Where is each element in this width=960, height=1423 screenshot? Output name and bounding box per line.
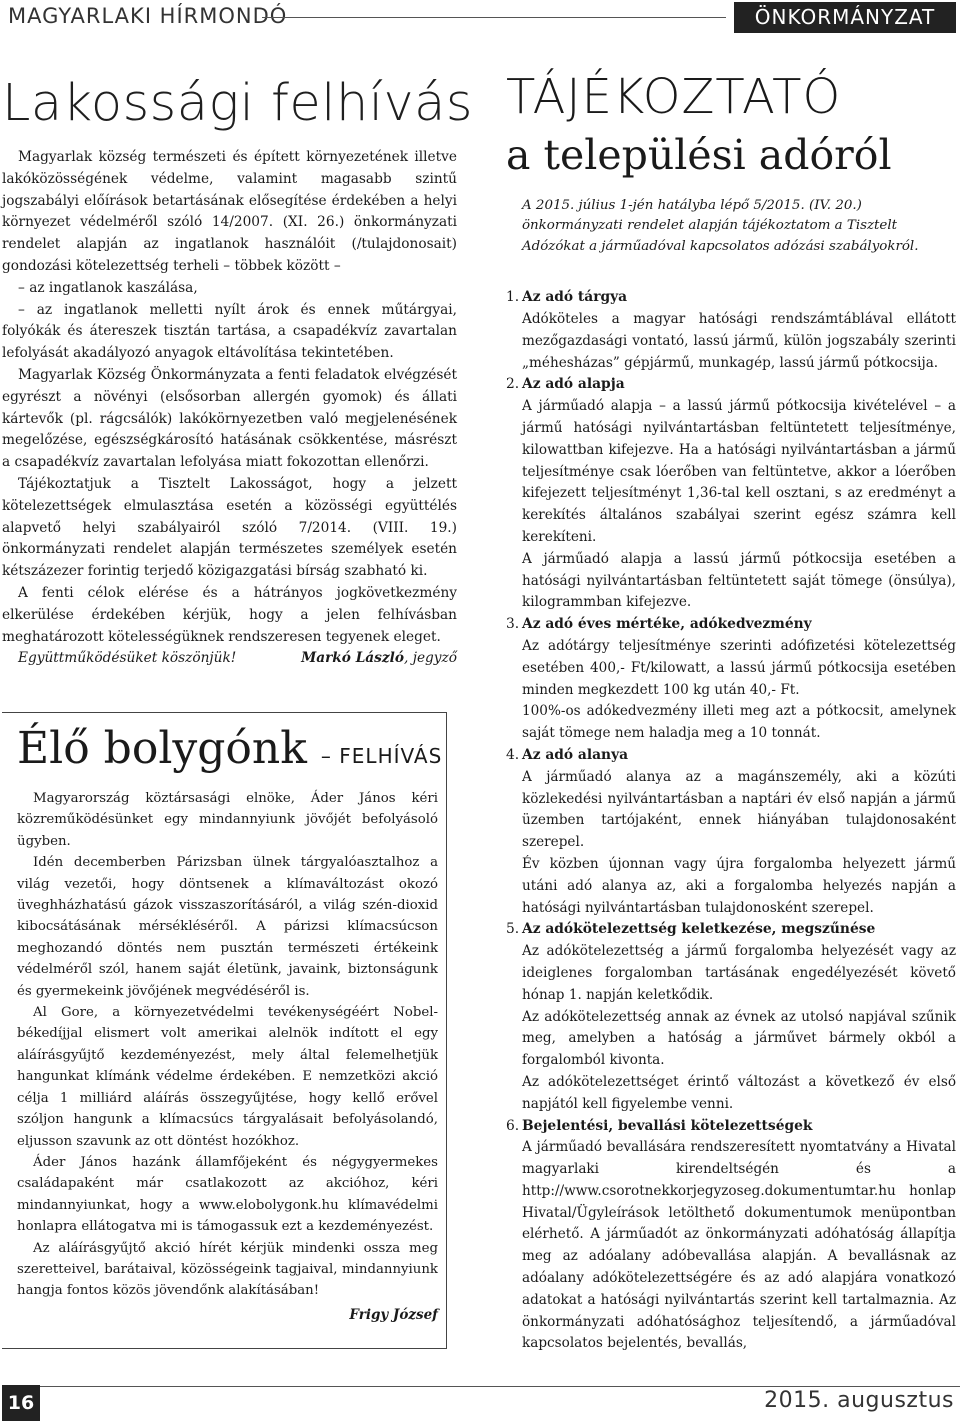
left-column xyxy=(2,52,473,670)
paragraph: Az adókötelezettség a jármű forgalomba helyezését vagy az ideiglenes forgalomban tartásának engedélyezését követő hónap 1. napján keletkődik. xyxy=(522,943,956,1003)
box-title xyxy=(17,723,443,774)
paragraph: A járműadó alapja a lassú jármű pótkocsija esetében a hatósági nyilvántartásban feltüntetett saját tömege (önsúlya), kilogrammban kifejezve. xyxy=(522,550,956,611)
section-heading xyxy=(506,1116,956,1138)
signature-row xyxy=(2,648,457,670)
signature xyxy=(301,648,457,670)
signature-name: Markó László xyxy=(301,650,404,667)
section-title: Az adó alapja xyxy=(522,376,625,393)
paragraph: Magyarország köztársasági elnöke, Áder János kéri közreműködésünket egy mindannyiunk jövőjét befolyásoló ügyben. xyxy=(17,791,438,849)
page-header xyxy=(0,0,960,36)
section-title: Az adó éves mértéke, adókedvezmény xyxy=(522,616,812,633)
issue-date: 2015. augusztus xyxy=(764,1388,954,1413)
paragraph: Idén decemberben Párizsban ülnek tárgyalóasztalhoz a világ vezetői, hogy döntsenek a klímaváltozást okozó üveghházhatású gázok visszaszorításáról, a világ szén-dioxid kibocsátásának mérsékléséről. A párizsi klímacsúcson meghozandó döntés nem pusztán természeti értékeink védelméről szól, hanem saját életünk, javaink, biztonságunk és gyermekeink jövőjének megvédéséről is. xyxy=(17,855,438,999)
page-number: 16 xyxy=(2,1385,40,1421)
paragraph: Al Gore, a környezetvédelmi tevékenységéért Nobel-békedíjjal elismert volt amerikai alelnök indított el egy aláírásgyűjtő kezdeményezést, mely által felemelhetjük hangunkat klímánk védelme érdekében. E nemzetközi akció célja 1 milliárd aláírás összegyűjtése, hogy kellő erővel szóljon hangunk a klímacsúcs tárgyalásait befolyásolandó, eljusson szavunk az ott döntést hozókhoz. xyxy=(17,1005,438,1149)
list-item: – az ingatlanok melletti nyílt árok és ennek műtárgyai, folyókák és átereszek tisztán tartása, a csapadékvíz zavartalan lefolyását akadályozó anyagok eltávolítása tekintetében. xyxy=(2,301,457,362)
elo-bolygonk-box xyxy=(2,712,447,1349)
paragraph: Magyarlak Község Önkormányzata a fenti feladatok elvégzését egyrészt a növényi (elsősorban allergén gyomok) és állati kártevők (pl. rágcsálók) lakókörnyezetben való megjelenésének megelőzése, egészségkárosító hatásának csökkentése, másrészt a csapadékvíz zavartalan lefolyása miatt fokozottan ellenőrzi. xyxy=(2,366,457,471)
section-title: Az adó alanya xyxy=(522,746,629,763)
section-label: ÖNKORMÁNYZAT xyxy=(734,2,956,33)
paragraph: 100%-os adókedvezmény illeti meg azt a pótkocsit, amelynek saját tömege nem haladja meg a 10 tonnát. xyxy=(522,703,956,742)
paragraph: A járműadó alapja – a lassú jármű pótkocsija kivételével – a jármű hatósági nyilvántartásban feltüntetett teljesítménye, kilowattban kifejezve. Ha a hatósági nyilvántartásban a jármű teljesítménye csak lóerőben van feltüntetve, akkor a lóerőben kifejezett teljesítményt 1,36-tal kell osztani, s az eredményt a kerekítés általános szabályai szerint egész számra kell kerekíteni. xyxy=(522,398,956,545)
section-6 xyxy=(506,1116,956,1356)
section-heading xyxy=(506,614,956,636)
section-5 xyxy=(506,919,956,1115)
footer-rule xyxy=(40,1386,960,1387)
article-title-tajekoztato: TÁJÉKOZTATÓ xyxy=(506,69,842,125)
paragraph: Tájékoztatjuk a Tisztelt Lakosságot, hogy a jelzett kötelezettségek elmulasztása esetén a közösségi együttélés alapvető helyi szabályairól szóló 7/2014. (VIII. 19.) önkormányzati rendelet alapján természetes személyek esetén kétszázezer forintig terjedő közigazgatási bírság szabható ki. xyxy=(2,475,457,580)
box-title-main: Élő bolygónk xyxy=(17,723,307,774)
section-title: Az adó tárgya xyxy=(522,289,628,306)
paragraph: Magyarlak község természeti és épített környezetének illetve lakóközösségének védelme, valamint magasabb szintű jogszabályi előírások betartásának elősegítése érdekében a helyi környezet védelméről szóló 14/2007. (XI. 26.) önkormányzati rendelet alapján az ingatlanok használóit (/tulajdonosait) gondozási kötelezettség terheli – többek között – xyxy=(2,149,457,274)
article-title-lakossagi: Lakossági felhívás xyxy=(2,74,473,133)
article-subtitle: a települési adóról xyxy=(506,131,892,179)
paragraph: A járműadó alanya az a magánszemély, aki a közúti közlekedési nyilvántartásban a naptári év első napján a jármű üzemben tartójaként, ennek hiányában tulajdonosaként szerepel. xyxy=(522,768,956,851)
section-heading xyxy=(506,745,956,767)
right-column xyxy=(506,52,956,1355)
paragraph: Az adókötelezettség annak az évnek az utolsó napjával szűnik meg, amelyben a hatóság a járművet bármely okból a forgalomból kivonta. xyxy=(522,1008,956,1069)
section-number: 2. xyxy=(506,376,520,393)
paragraph: Az adókötelezettséget érintő változást a következő év első napjától kell figyelembe venni. xyxy=(522,1073,956,1112)
section-heading xyxy=(506,374,956,396)
list-item: – az ingatlanok kaszálása, xyxy=(18,279,198,296)
box-signature: Frigy József xyxy=(349,1306,438,1323)
box-title-sub: – FELHÍVÁS xyxy=(320,744,443,768)
section-number: 3. xyxy=(506,616,520,633)
section-3 xyxy=(506,614,956,745)
section-number: 5. xyxy=(506,921,520,938)
section-heading xyxy=(506,919,956,941)
section-number: 4. xyxy=(506,746,520,763)
paragraph: A fenti célok elérése és a hátrányos jogkövetkezmény elkerülése érdekében kérjük, hogy a jelen felhívásban meghatározott kötelességüknek rendszeresen tegyenek eleget. xyxy=(2,584,457,645)
publication-name: MAGYARLAKI HÍRMONDÓ xyxy=(8,4,288,28)
section-title: Bejelentési, bevallási kötelezettségek xyxy=(522,1117,813,1134)
section-1 xyxy=(506,287,956,374)
section-heading xyxy=(506,287,956,309)
section-title: Az adókötelezettség keletkezése, megszűnése xyxy=(522,921,876,938)
intro-text: A 2015. július 1-jén hatályba lépő 5/2015. (IV. 20.) önkormányzati rendelet alapján tájékoztatom a Tisztelt Adózókat a járműadóval kapcsolatos adózási szabályokról. xyxy=(522,198,919,254)
thanks-text: Együttműködésüket köszönjük! xyxy=(18,650,237,667)
paragraph: Az adótárgy teljesítménye szerinti adófizetési kötelezettség esetében 400,- Ft/kilowatt, a lassú jármű pótkocsija esetében minden megkezdett 100 kg után 40,- Ft. xyxy=(522,637,956,698)
paragraph: Az aláírásgyűjtő akció hírét kérjük mindenki ossza meg szeretteivel, barátaival, közösségeink tagjaival, mindannyiunk hangja fontos közös jövendőnk alakításában! xyxy=(17,1240,438,1299)
paragraph: Év közben újonnan vagy újra forgalomba helyezett jármű utáni adó alanya az, aki a forgalomba helyezés napján a hatósági nyilvántartásban tulajdonosként szerepel. xyxy=(522,855,956,916)
section-number: 1. xyxy=(506,289,520,306)
section-2 xyxy=(506,374,956,614)
section-number: 6. xyxy=(506,1117,520,1134)
section-4 xyxy=(506,745,956,919)
signature-role: , jegyző xyxy=(404,650,457,667)
paragraph: Áder János hazánk államfőjeként és négygyermekes családapaként már csatlakozott az akcióhoz, kéri mindannyiunkat, hogy a www.elobolygonk.hu klímavédelmi honlapra ellátogatva mi is támogassuk ezt a kezdeményezést. xyxy=(17,1154,438,1235)
paragraph: Adóköteles a magyar hatósági rendszámtáblával ellátott mezőgazdasági vontató, lassú jármű, külön jogszabály szerinti „méhesházas” gépjármű, munkagép, lassú jármű pótkocsija. xyxy=(522,311,956,371)
header-rule xyxy=(262,17,726,18)
paragraph: A járműadó bevallására rendszeresített nyomtatvány a Hivatal magyarlaki kirendeltségén és a http://www.csorotnekkorjegyzoseg.dokumentumtar.hu honlap Hivatal/Ügyleírások letölthető dokumentumok menüpontban elérhető. A járműadót az önkormányzati adóhatóság állapítja meg az adóalany adóbevallása alapján. A bevallásnak az adóalany adókötelezettségére és az adó alapjára vonatkozó adatokat a hatósági nyilvántartás szerint kell tartalmaznia. Az önkormányzati adóhatósághoz teljesítendő, a járműadóval kapcsolatos bejelentés, bevallás, xyxy=(522,1139,956,1352)
